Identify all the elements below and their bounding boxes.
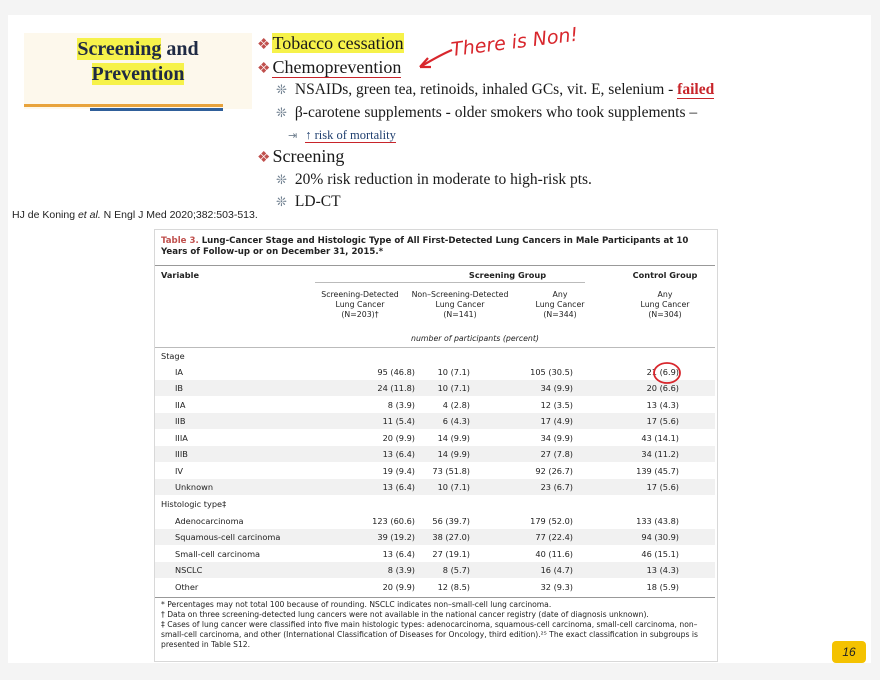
title-line-1 [24,38,252,61]
col-head-non-screening [400,290,520,320]
results-table [154,229,718,662]
cell: 14 (9.9) [437,449,470,459]
table-label: Table 3. [161,236,199,246]
cell: 92 (26.7) [535,466,573,476]
cell: 18 (5.9) [646,582,679,592]
row-label: IIB [175,416,186,426]
cell: 94 (30.9) [641,532,679,542]
cell: 19 (9.4) [382,466,415,476]
bullet-chemo-text: Chemoprevention [272,57,402,77]
table-row [155,579,715,595]
bullet-screening-text: Screening [272,146,345,166]
table-row [155,463,715,479]
citation-etal: et al. [77,209,101,221]
title-underline-blue [90,108,223,111]
bullet-risk-reduction [276,171,592,189]
col-head-any-screening [520,290,600,320]
table-row [155,479,715,495]
cell: 95 (46.8) [377,367,415,377]
cell: 17 (5.6) [646,482,679,492]
page-number-badge: 16 [832,641,866,663]
row-label: IV [175,466,184,476]
bullet-beta-text: β-carotene supplements - older smokers who took supplements – [294,104,698,121]
bullet-screening [257,146,344,167]
citation-author: HJ de Koning [12,209,78,221]
row-label: NSCLC [175,565,203,575]
bullet-ldct [276,193,341,211]
histologic-section-label: Histologic type‡ [161,499,227,509]
cell: 10 (7.1) [437,383,470,393]
cell: 34 (11.2) [641,449,679,459]
row-label: Small-cell carcinoma [175,549,261,559]
subheader-rule [155,347,715,348]
table-row [155,397,715,413]
row-label: IIIB [175,449,188,459]
cell: 13 (4.3) [646,565,679,575]
cell: 13 (6.4) [382,482,415,492]
cell: 133 (43.8) [636,516,679,526]
col-head-line: Any [552,290,568,299]
failed-text: failed [677,81,715,98]
cell: 16 (4.7) [540,565,573,575]
control-group-header: Control Group [632,270,698,280]
diamond-bullet-icon: ❖ [257,61,271,77]
screening-group-header: Screening Group [468,270,547,280]
cell: 8 (3.9) [387,400,415,410]
col-head-line: Any [657,290,673,299]
bullet-mortality-text: ↑ risk of mortality [305,128,396,142]
table-row [155,380,715,396]
table-row [155,446,715,462]
cell: 21 (6.9) [646,367,679,377]
title-and: and [166,38,199,60]
unit-note: number of participants (percent) [411,334,539,343]
bullet-beta-carotene [276,104,697,122]
cell: 73 (51.8) [432,466,470,476]
cell: 40 (11.6) [535,549,573,559]
cell: 139 (45.7) [636,466,679,476]
table-row [155,562,715,578]
title-box [24,33,252,109]
cell: 11 (5.4) [382,416,415,426]
table-row [155,513,715,529]
cell: 10 (7.1) [437,482,470,492]
cell: 20 (9.9) [382,433,415,443]
col-head-line: Lung Cancer [435,300,485,309]
row-label: IIA [175,400,186,410]
bullet-tobacco [257,33,404,54]
table-caption [161,236,701,258]
stage-section-label: Stage [161,351,185,361]
cell: 4 (2.8) [442,400,470,410]
table-row [155,413,715,429]
cell: 123 (60.6) [372,516,415,526]
bullet-mortality [288,128,396,143]
cell: 13 (6.4) [382,449,415,459]
col-head-line: (N=344) [543,310,577,319]
cell: 12 (3.5) [540,400,573,410]
cell: 14 (9.9) [437,433,470,443]
col-head-line: Screening-Detected [321,290,399,299]
col-head-line: Lung Cancer [335,300,385,309]
cell: 13 (4.3) [646,400,679,410]
handwritten-note: There is Non! [449,23,580,61]
col-head-line: (N=304) [648,310,682,319]
cell: 20 (9.9) [382,582,415,592]
cell: 27 (7.8) [540,449,573,459]
footer-rule [155,597,715,598]
footnote: * Percentages may not total 100 because of rounding. NSCLC indicates non–small-cell lung carcinoma. [161,600,552,609]
row-label: IB [175,383,184,393]
cell: 34 (9.9) [540,383,573,393]
cell: 46 (15.1) [641,549,679,559]
row-label: Other [175,582,199,592]
cell: 77 (22.4) [535,532,573,542]
citation-journal: N Engl J Med 2020;382:503-513. [100,209,258,221]
bullet-nsaids [276,81,714,99]
title-underline-orange [24,104,223,107]
title-line-2 [24,63,252,86]
diamond-bullet-icon: ❖ [257,150,271,166]
cell: 20 (6.6) [646,383,679,393]
cell: 43 (14.1) [641,433,679,443]
table-row [155,364,715,380]
cell: 27 (19.1) [432,549,470,559]
cell: 12 (8.5) [437,582,470,592]
col-head-line: (N=203)† [341,310,379,319]
bullet-chemoprevention [257,57,401,78]
snowflake-bullet-icon: ❊ [276,105,287,120]
cell: 56 (39.7) [432,516,470,526]
citation [12,209,258,221]
footnote: † Data on three screening-detected lung cancers were not available in the national cancer registry (date of diagnosis unknown). [161,610,649,619]
row-label: Unknown [175,482,214,492]
variable-header: Variable [161,270,200,280]
diamond-bullet-icon: ❖ [257,37,271,53]
cell: 8 (3.9) [387,565,415,575]
title-prevention: Prevention [91,63,185,85]
cell: 23 (6.7) [540,482,573,492]
cell: 34 (9.9) [540,433,573,443]
table-footnotes [161,600,709,650]
col-head-line: Lung Cancer [640,300,690,309]
col-head-any-control [625,290,705,320]
arrow-bullet-icon: ⇥ [288,130,298,142]
cell: 13 (6.4) [382,549,415,559]
row-label: Squamous-cell carcinoma [175,532,281,542]
row-label: IA [175,367,184,377]
header-rule [155,265,715,266]
snowflake-bullet-icon: ❊ [276,82,287,97]
table-row [155,529,715,545]
bullet-ldct-text: LD-CT [294,193,341,210]
col-head-screening-detected [305,290,415,320]
row-label: IIIA [175,433,188,443]
table-row [155,546,715,562]
cell: 32 (9.3) [540,582,573,592]
bullet-nsaids-text: NSAIDs, green tea, retinoids, inhaled GCs, vit. E, selenium - [294,81,674,98]
cell: 39 (19.2) [377,532,415,542]
cell: 24 (11.8) [377,383,415,393]
row-label: Adenocarcinoma [175,516,244,526]
cell: 17 (5.6) [646,416,679,426]
table-caption-text: Lung-Cancer Stage and Histologic Type of All First-Detected Lung Cancers in Male Participants at 10 Years of Follow-up or on December 31, 2015.* [161,236,689,257]
cell: 6 (4.3) [442,416,470,426]
snowflake-bullet-icon: ❊ [276,194,287,209]
col-head-line: Non–Screening-Detected [411,290,509,299]
cell: 8 (5.7) [442,565,470,575]
cell: 179 (52.0) [530,516,573,526]
cell: 10 (7.1) [437,367,470,377]
bullet-risk-text: 20% risk reduction in moderate to high-risk pts. [294,171,592,188]
cell: 17 (4.9) [540,416,573,426]
table-row [155,430,715,446]
group-rule [315,282,585,283]
cell: 105 (30.5) [530,367,573,377]
title-screening: Screening [77,38,162,60]
bullet-tobacco-text: Tobacco cessation [272,33,404,53]
col-head-line: Lung Cancer [535,300,585,309]
cell: 38 (27.0) [432,532,470,542]
footnote: ‡ Cases of lung cancer were classified into five main histologic types: adenocarcinoma, squamous-cell carcinoma, small-cell carcinoma, non–small-cell carcinoma, and other (International Classification of Diseases for Oncology, third edition).²⁵ The exact classification in subgroups is presented in Table S12. [161,620,698,649]
col-head-line: (N=141) [443,310,477,319]
snowflake-bullet-icon: ❊ [276,172,287,187]
